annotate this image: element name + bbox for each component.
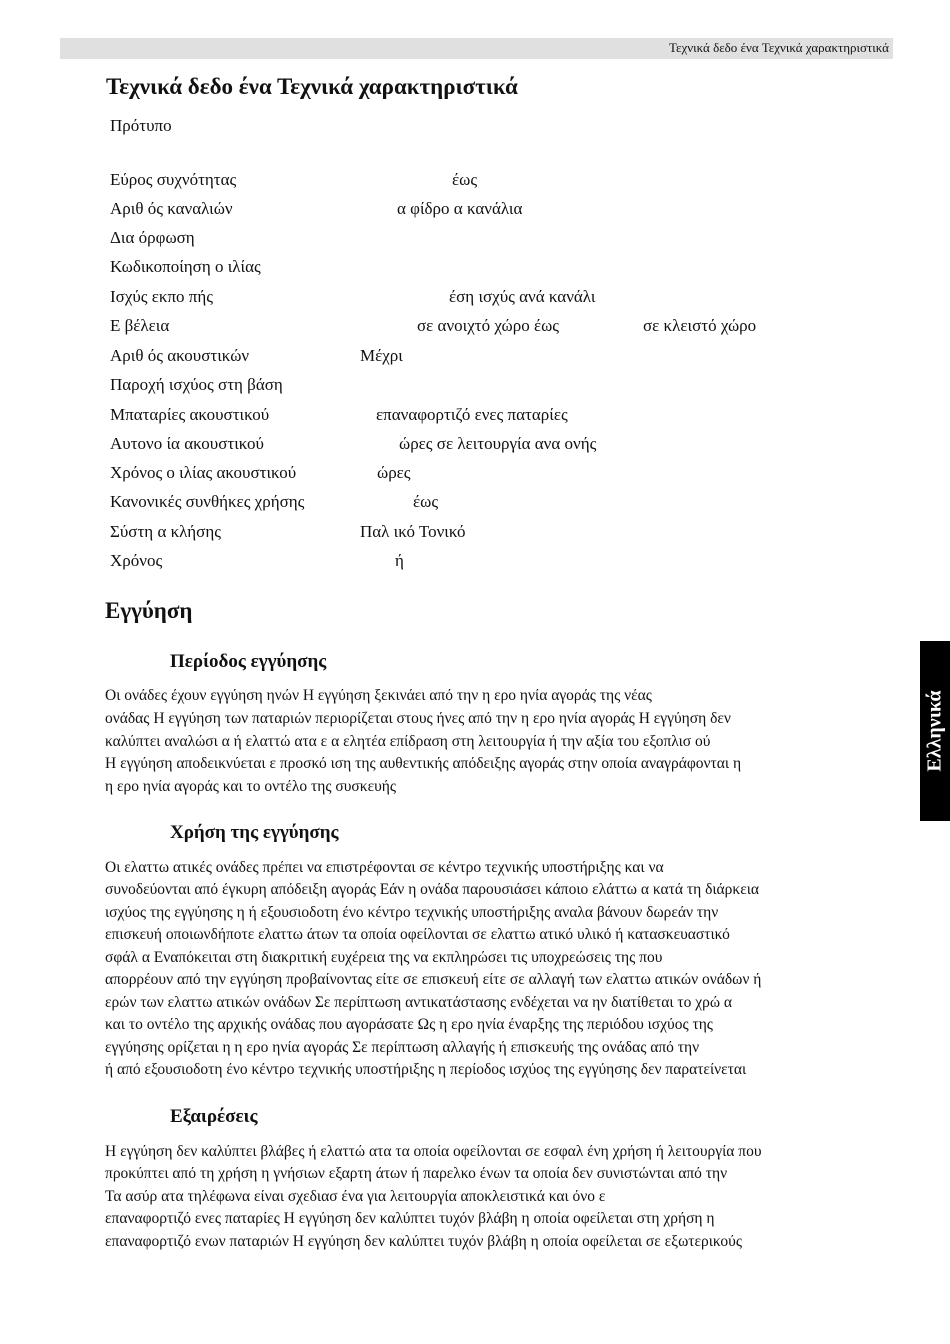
paragraph-line: Η εγγύηση δεν καλύπτει βλάβες ή ελαττώ ατα τα οποία οφείλονται σε εσφαλ ένη χρήση ή λειτουργία που <box>105 1143 762 1160</box>
paragraph-line: καλύπτει αναλώσι α ή ελαττώ ατα ε α ελητέα επίδραση στη λειτουργία ή την αξία του εξοπλισ ού <box>105 733 711 750</box>
spec-label: Αριθ ός ακουστικών <box>110 346 250 365</box>
paragraph-line: ερών των ελαττω ατικών ονάδων Σε περίπτωση αντικατάστασης ενδέχεται να ην διατίθεται το χρώ α <box>105 994 733 1011</box>
running-header-title: Τεχνικά δεδο ένα Τεχνικά χαρακτηριστικά <box>668 40 889 55</box>
running-header <box>60 38 893 59</box>
paragraph-line: σφάλ α Εναπόκειται στη διακριτική ευχέρεια της να εκπληρώσει τις υποχρεώσεις της που <box>105 949 663 966</box>
spec-label: Αυτονο ία ακουστικού <box>110 434 264 453</box>
spec-value: σε ανοιχτό χώρο έως <box>417 316 560 335</box>
spec-label: Χρόνος <box>110 551 163 570</box>
paragraph-line: η ερο ηνία αγοράς και το οντέλο της συσκευής <box>105 778 397 795</box>
warranty-period-heading: Περίοδος εγγύησης <box>170 651 327 672</box>
spec-label: Αριθ ός καναλιών <box>110 199 233 218</box>
spec-value: επαναφορτιζό ενες παταρίες <box>376 405 568 424</box>
paragraph-line: επαναφορτιζό ενων παταριών Η εγγύηση δεν καλύπτει τυχόν βλάβη η οποία οφείλεται σε εξωτερικούς <box>105 1233 742 1250</box>
spec-value: α φίδρο α κανάλια <box>397 199 523 218</box>
spec-label: Χρόνος ο ιλίας ακουστικού <box>110 463 297 482</box>
paragraph-line: ισχύος της εγγύησης η ή εξουσιοδοτη ένο κέντρο τεχνικής υποστήριξης αναλα βάνουν δωρεάν την <box>105 904 719 921</box>
spec-label: Εύρος συχνότητας <box>110 170 237 189</box>
spec-label: Σύστη α κλήσης <box>110 522 221 541</box>
paragraph-line: Οι ονάδες έχουν εγγύηση ηνών Η εγγύηση ξεκινάει από την η ερο ηνία αγοράς της νέας <box>105 687 652 704</box>
spec-value: έως <box>452 170 478 189</box>
paragraph-line: εγγύησης ορίζεται η η ερο ηνία αγοράς Σε περίπτωση αλλαγής ή επισκευής της ονάδας από την <box>105 1039 700 1056</box>
spec-value: έση ισχύς ανά κανάλι <box>449 287 596 306</box>
paragraph-line: Τα ασύρ ατα τηλέφωνα είναι σχεδιασ ένα για λειτουργία αποκλειστικά και όνο ε <box>105 1188 606 1205</box>
spec-value: ώρες <box>377 463 411 482</box>
paragraph-line: ονάδας Η εγγύηση των παταριών περιορίζεται στους ήνες από την η ερο ηνία αγοράς Η εγγύηση δεν <box>105 710 731 727</box>
spec-value: Παλ ικό Τονικό <box>360 522 466 541</box>
paragraph-line: και το οντέλο της αρχικής ονάδας που αγοράσατε Ως η ερο ηνία έναρξης της περιόδου ισχύος της <box>105 1016 713 1033</box>
spec-label: Κωδικοποίηση ο ιλίας <box>110 257 261 276</box>
paragraph-line: απορρέουν από την εγγύηση προβαίνοντας είτε σε επισκευή είτε σε αλλαγή των ελαττω ατικών ονάδων ή <box>105 971 762 988</box>
spec-label: Δια όρφωση <box>110 228 195 247</box>
spec-value: έως <box>413 492 439 511</box>
spec-label: Κανονικές συνθήκες χρήσης <box>110 492 305 511</box>
spec-label: Ε βέλεια <box>110 316 170 335</box>
language-side-tab-label: Ελληνικά <box>923 690 946 772</box>
paragraph-line: επαναφορτιζό ενες παταρίες Η εγγύηση δεν καλύπτει τυχόν βλάβη η οποία οφείλεται στη χρήση η <box>105 1210 715 1227</box>
warranty-heading: Εγγύηση <box>105 598 193 623</box>
paragraph-line: ή από εξουσιοδοτη ένο κέντρο τεχνικής υποστήριξης η περίοδος ισχύος της εγγύησης δεν παρατείνεται <box>105 1061 747 1078</box>
spec-value: ή <box>395 551 404 570</box>
spec-value: ώρες σε λειτουργία ανα ονής <box>399 434 597 453</box>
spec-value-secondary: σε κλειστό χώρο <box>643 316 757 335</box>
paragraph-line: επισκευή οποιωνδήποτε ελαττω άτων τα οποία οφείλονται σε ελαττω ατικό υλικό ή κατασκευαστικό <box>105 926 730 943</box>
page-title: Τεχνικά δεδο ένα Τεχνικά χαρακτηριστικά <box>106 74 518 99</box>
paragraph-line: Η εγγύηση αποδεικνύεται ε προσκό ιση της αυθεντικής απόδειξης αγοράς στην οποία αναγράφονται η <box>105 755 742 772</box>
spec-value: Μέχρι <box>360 346 403 365</box>
spec-label: Παροχή ισχύος στη βάση <box>110 375 283 394</box>
model-label: Πρότυπο <box>110 116 172 135</box>
spec-label: Ισχύς εκπο πής <box>110 287 214 306</box>
paragraph-line: συνοδεύονται από έγκυρη απόδειξη αγοράς Εάν η ονάδα παρουσιάσει κάποιο ελάττω α κατά τη διάρκεια <box>105 881 760 898</box>
paragraph-line: προκύπτει από τη χρήση η γνήσιων εξαρτη άτων ή παρελκο ένων τα οποία δεν συνιστώνται από την <box>105 1165 728 1182</box>
warranty-usage-heading: Χρήση της εγγύησης <box>170 822 339 843</box>
warranty-exceptions-heading: Εξαιρέσεις <box>170 1106 258 1127</box>
spec-label: Μπαταρίες ακουστικού <box>110 405 270 424</box>
paragraph-line: Οι ελαττω ατικές ονάδες πρέπει να επιστρέφονται σε κέντρο τεχνικής υποστήριξης και να <box>105 859 664 876</box>
language-side-tab <box>920 641 950 821</box>
